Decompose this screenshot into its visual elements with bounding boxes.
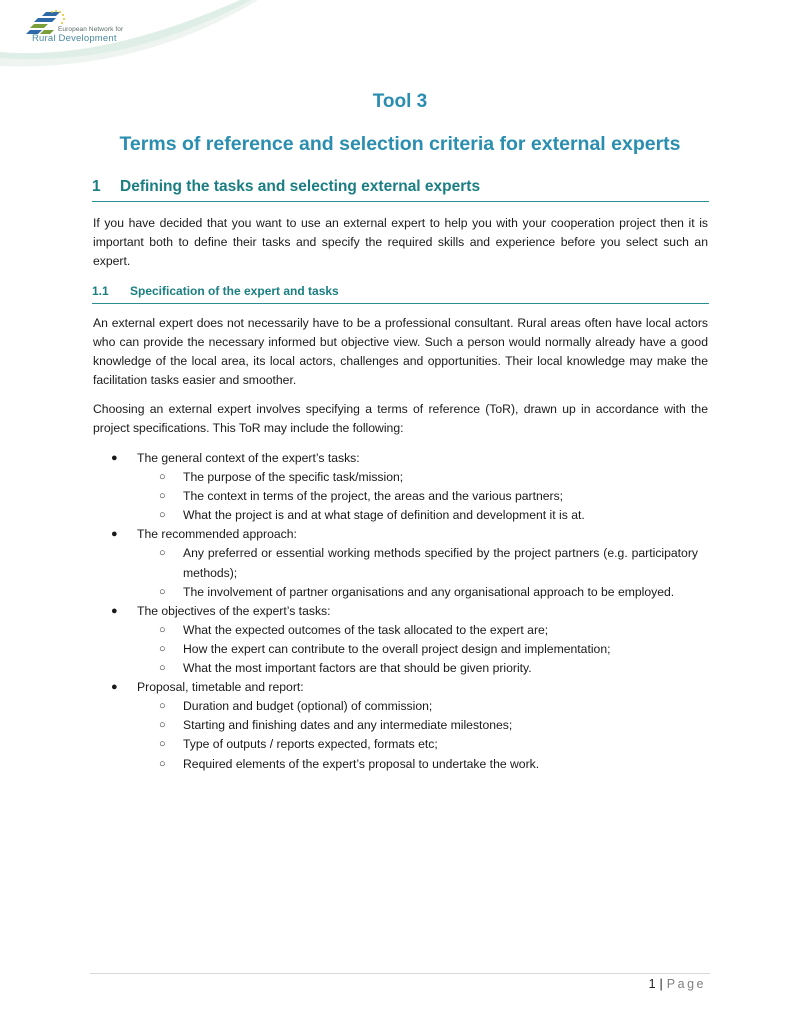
circle-bullet-icon: ○ [159, 547, 166, 560]
section-1-1-number: 1.1 [92, 284, 109, 298]
sub-list-item: ○ The context in terms of the project, the areas and the various partners; [93, 487, 698, 506]
sub-list-item: ○ Required elements of the expert’s proposal to undertake the work. [93, 755, 698, 774]
sub-list-item: ○ What the project is and at what stage of definition and development it is at. [93, 506, 698, 525]
section-1-intro: If you have decided that you want to use an external expert to help you with your cooperation project then it is important both to define their tasks and specify the required skills and experience before you select such an expert. [93, 216, 708, 269]
section-1-1-paragraph-1: An external expert does not necessarily have to be a professional consultant. Rural areas often have local actors who can provide the necessary informed but objective view. Such a person would normally already have a good knowledge of the local area, its local actors, challenges and opportunities. Their local knowledge may make the facilitation tasks easier and smoother. [93, 316, 708, 388]
sub-list-item: ○ Any preferred or essential working methods specified by the project partners (e.g. participatory methods); [159, 546, 698, 580]
circle-bullet-icon: ○ [159, 738, 166, 751]
list-item: ● Proposal, timetable and report: [93, 678, 698, 697]
circle-bullet-icon: ○ [159, 509, 166, 522]
sub-list-item: ○ The involvement of partner organisations and any organisational approach to be employed. [93, 583, 698, 602]
footer-divider [90, 973, 710, 974]
tor-list [93, 449, 698, 774]
bullet-icon: ● [111, 604, 118, 617]
page-footer [649, 977, 706, 991]
logo-text-line1: European Network for [58, 26, 124, 33]
section-1-heading [92, 178, 709, 202]
circle-bullet-icon: ○ [159, 757, 166, 770]
section-1-1-paragraph-2: Choosing an external expert involves specifying a terms of reference (ToR), drawn up in accordance with the project specifications. This ToR may include the following: [93, 402, 708, 436]
circle-bullet-icon: ○ [159, 623, 166, 636]
sub-list-item: ○ Duration and budget (optional) of commission; [93, 697, 698, 716]
logo-text-line2: Rural Development [32, 33, 117, 44]
list-item: ● The general context of the expert’s tasks: [93, 449, 698, 468]
section-1-number: 1 [92, 178, 101, 195]
bullet-icon: ● [111, 528, 118, 541]
page-number: 1 [648, 977, 656, 991]
bullet-icon: ● [111, 452, 118, 464]
footer-separator: | [659, 977, 663, 991]
circle-bullet-icon: ○ [159, 719, 166, 732]
document-subtitle: Terms of reference and selection criteria for external experts [119, 133, 681, 155]
sub-list-item: ○ What the most important factors are that should be given priority. [93, 659, 698, 678]
bullet-icon: ● [111, 681, 118, 694]
circle-bullet-icon: ○ [159, 662, 166, 675]
tool-title: Tool 3 [372, 91, 428, 112]
sub-list-item: ○ How the expert can contribute to the overall project design and implementation; [93, 640, 698, 659]
circle-bullet-icon: ○ [159, 700, 166, 713]
sub-list-item: ○ Starting and finishing dates and any intermediate milestones; [93, 716, 698, 735]
section-1-1-title: Specification of the expert and tasks [130, 284, 339, 298]
list-item: ● The objectives of the expert’s tasks: [93, 602, 698, 621]
sub-list-item: ○ Type of outputs / reports expected, formats etc; [93, 735, 698, 754]
section-1-title: Defining the tasks and selecting external experts [120, 178, 481, 195]
sub-list-item: ○ The purpose of the specific task/mission; [93, 468, 698, 487]
section-1-1-heading [92, 284, 709, 304]
circle-bullet-icon: ○ [159, 585, 166, 598]
circle-bullet-icon: ○ [159, 490, 166, 503]
page-label: Page [666, 977, 706, 991]
circle-bullet-icon: ○ [159, 471, 166, 484]
list-item: ● The recommended approach: [93, 525, 698, 544]
circle-bullet-icon: ○ [159, 642, 166, 655]
sub-list-item: ○ What the expected outcomes of the task allocated to the expert are; [93, 621, 698, 640]
